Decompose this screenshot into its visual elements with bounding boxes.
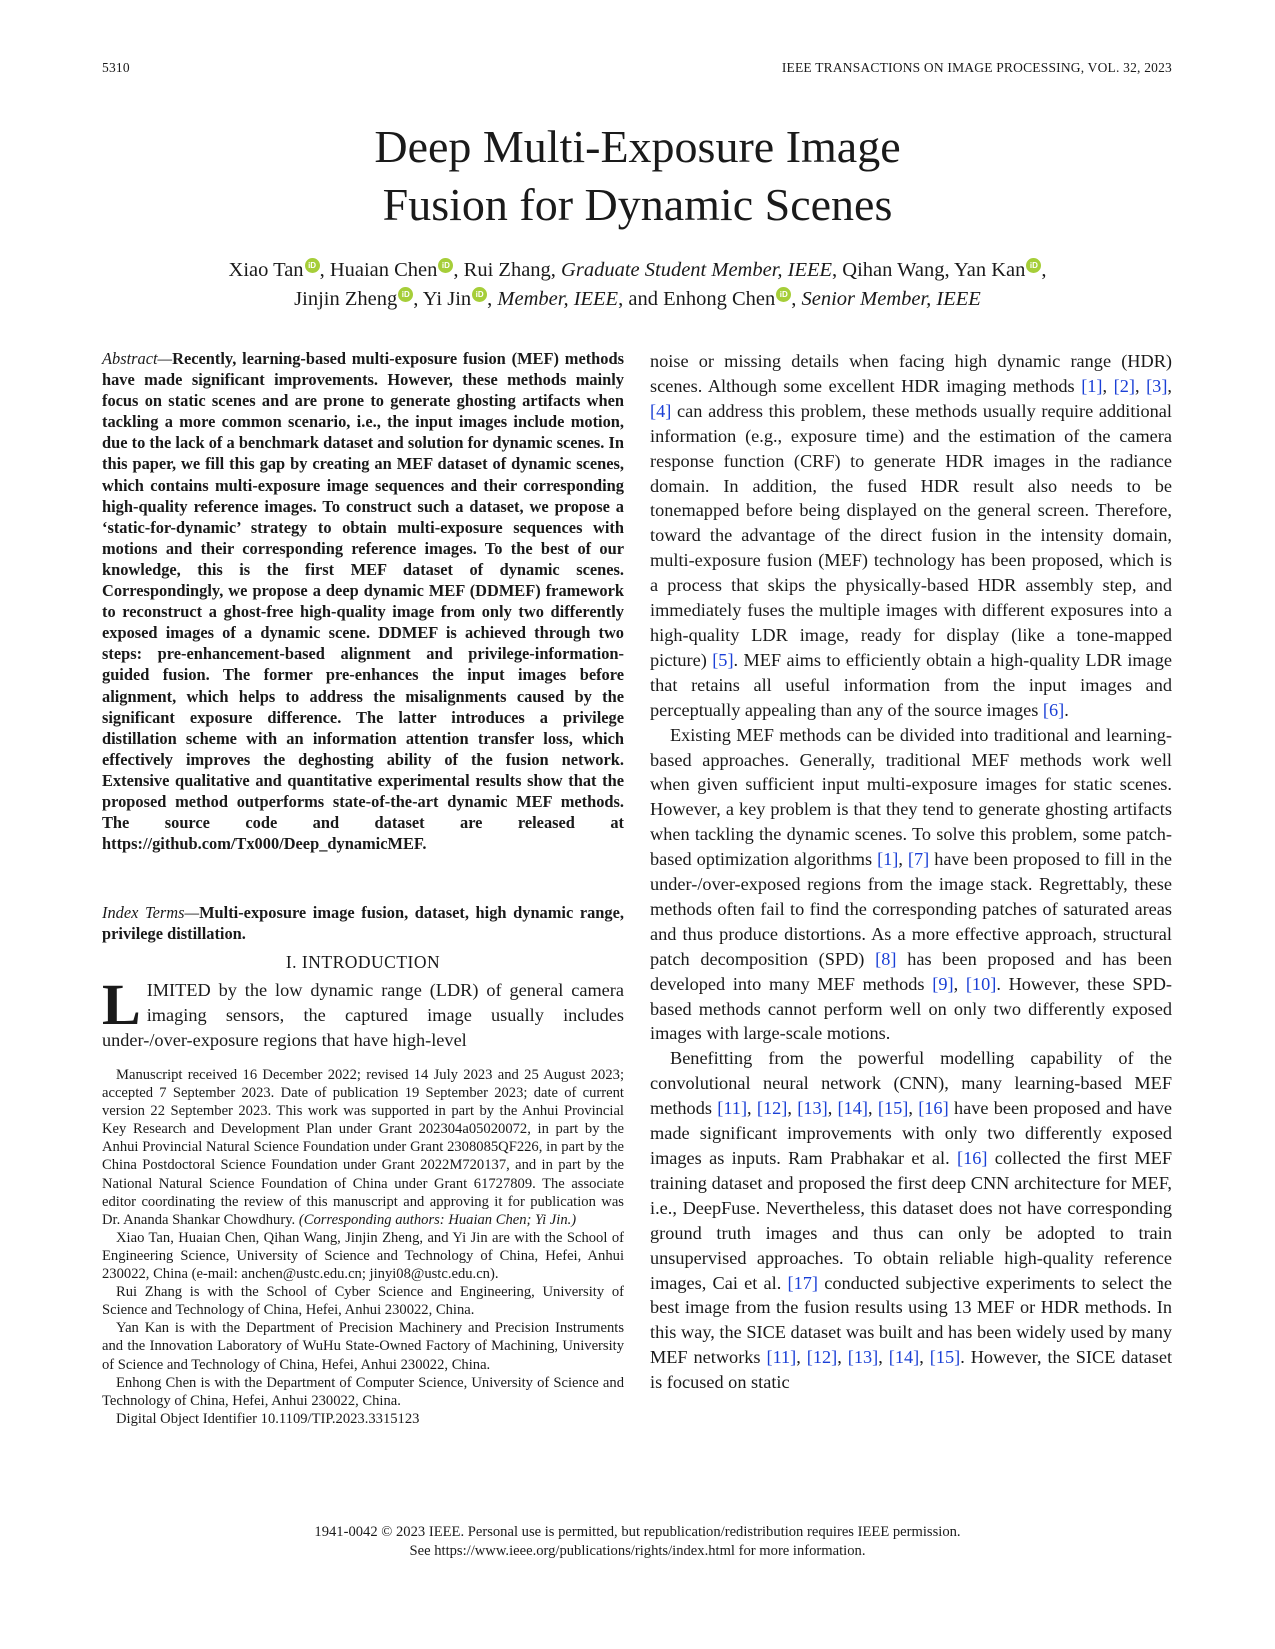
body-paragraph: Benefitting from the powerful modelling capability of the convolutional neural network (CNN), many learning-based MEF methods [11], [12], [13], [14], [15], [16] have been proposed and have made significant improvements with only two differently exposed images as inputs. Ram Prabhakar et al. [16] collected the first MEF training dataset and proposed the first deep CNN architecture for MEF, i.e., DeepFuse. Nevertheless, this dataset does not have corresponding ground truth images and thus can only be adopted to train unsupervised approaches. To obtain reliable high-quality reference images, Cai et al. [17] conducted subjective experiments to select the best image from the fusion results using 13 MEF or HDR methods. In this way, the SICE dataset was built and has been widely used by many MEF networks [11], [12], [13], [14], [15]. However, the SICE dataset is focused on static bbox=[650, 1048, 1173, 1393]
title-line-1: Deep Multi-Exposure Image bbox=[374, 121, 901, 172]
author-name: Xiao Tan bbox=[228, 259, 304, 281]
footnotes bbox=[102, 1066, 624, 1428]
author-name: Yan Kan bbox=[953, 259, 1026, 281]
citation-link[interactable]: [4] bbox=[650, 400, 672, 421]
footnote-affiliation: Yan Kan is with the Department of Precision Machinery and Precision Instruments and the Innovation Laboratory of WuHu State-Owned Factory of Machining, University of Science and Technology of China, Hefei, Anhui 230022, China. bbox=[102, 1320, 624, 1373]
copyright-line: 1941-0042 © 2023 IEEE. Personal use is permitted, but republication/redistribution requires IEEE permission. bbox=[314, 1524, 961, 1540]
right-column-text bbox=[650, 349, 1172, 1395]
author-name: Enhong Chen bbox=[663, 288, 776, 310]
body-paragraph: noise or missing details when facing high dynamic range (HDR) scenes. Although some excellent HDR imaging methods [1], [2], [3], [4] can address this problem, these methods usually require additional information (e.g., exposure time) and the estimation of the camera response function (CRF) to generate HDR images in the radiance domain. In addition, the fused HDR result also needs to be tonemapped before being displayed on the general screen. Therefore, toward the advantage of the direct fusion in the intensity domain, multi-exposure fusion (MEF) technology has been proposed, which is a process that skips the physically-based HDR assembly step, and immediately fuses the multiple images with different exposures into a high-quality LDR image, ready for display (like a tone-mapped picture) [5]. MEF aims to efficiently obtain a high-quality LDR image that retains all useful information from the input images and perceptually appealing than any of the source images [6]. bbox=[650, 351, 1172, 720]
conjunction: and bbox=[628, 288, 658, 310]
citation-link[interactable]: [14] bbox=[837, 1098, 869, 1119]
citation-link[interactable]: [6] bbox=[1042, 699, 1065, 720]
body-text: . However, these SPD-based methods cannot perform well on only two differently exposed images with large-scale motions. bbox=[650, 973, 1173, 1044]
index-terms-label: Index Terms— bbox=[102, 903, 200, 922]
body-paragraph: Existing MEF methods can be divided into traditional and learning-based approaches. Generally, traditional MEF methods work well when given sufficient input multi-exposure images for static scenes. However, a key problem is that they tend to generate ghosting artifacts when tackling the dynamic scenes. To solve this problem, some patch-based optimization algorithms [1], [7] have been proposed to fill in the under-/over-exposed regions from the image stack. Regrettably, these methods often fail to find the corresponding patches of saturated areas and thus produce distortions. As a more effective approach, structural patch decomposition (SPD) [8] has been proposed and has been developed into many MEF methods [9], [10]. However, these SPD-based methods cannot perform well on only two differently exposed images with large-scale motions. bbox=[650, 724, 1173, 1044]
rights-line: See https://www.ieee.org/publications/rights/index.html for more information. bbox=[409, 1543, 866, 1559]
citation-link[interactable]: [11] bbox=[717, 1098, 748, 1119]
author-name: Qihan Wang bbox=[842, 259, 945, 281]
footnote-affiliation: Rui Zhang is with the School of Cyber Science and Engineering, University of Science and Technology of China, Hefei, Anhui 230022, China. bbox=[102, 1284, 624, 1319]
orcid-icon[interactable]: iD bbox=[472, 287, 487, 302]
body-text: Existing MEF methods can be divided into traditional and learning-based approaches. Generally, traditional MEF methods work well when given sufficient input multi-exposure images for static scenes. However, a key problem is that they tend to generate ghosting artifacts when tackling the dynamic scenes. To solve this problem, some patch-based optimization algorithms bbox=[650, 724, 1172, 870]
citation-link[interactable]: [10] bbox=[965, 973, 997, 994]
orcid-icon[interactable]: iD bbox=[1026, 258, 1041, 273]
author-name: Huaian Chen bbox=[329, 259, 438, 281]
citation-link[interactable]: [17] bbox=[787, 1272, 818, 1293]
citation-link[interactable]: [11] bbox=[766, 1347, 797, 1368]
corresponding-authors: (Corresponding authors: Huaian Chen; Yi Jin.) bbox=[298, 1211, 577, 1228]
title-line-2: Fusion for Dynamic Scenes bbox=[382, 179, 893, 230]
citation-link[interactable]: [16] bbox=[956, 1148, 988, 1168]
body-text: . However, the SICE dataset is focused on static bbox=[650, 1347, 1173, 1393]
citation-link[interactable]: [13] bbox=[797, 1098, 828, 1119]
body-text: conducted subjective experiments to select the best image from the fusion results using 13 MEF or HDR methods. In this way, the SICE dataset was built and has been widely used by many MEF networks bbox=[650, 1272, 1172, 1368]
index-terms bbox=[102, 902, 624, 944]
footnote-text: Manuscript received 16 December 2022; revised 14 July 2023 and 25 August 2023; accepted 7 September 2023. Date of publication 19 September 2023; date of current version 22 September 2023. This work was supported in part by the Anhui Provincial Key Research and Development Plan under Grant 202304a05020072, in part by the Anhui Provincial Natural Science Foundation under Grant 2308085QF226, in part by the China Postdoctoral Science Foundation under Grant 2022M720137, and in part by the National Natural Science Foundation of China under Grant 61727809. The associate editor coordinating the review of this manuscript and approving it for publication was Dr. Ananda Shankar Chowdhury. bbox=[102, 1067, 624, 1228]
citation-link[interactable]: [8] bbox=[875, 948, 897, 969]
citation-link[interactable]: [2] bbox=[1113, 375, 1135, 396]
citation-link[interactable]: [3] bbox=[1146, 375, 1168, 396]
paper-title bbox=[0, 118, 1275, 234]
footnote-doi: Digital Object Identifier 10.1109/TIP.2023.3315123 bbox=[116, 1410, 420, 1427]
copyright-footer bbox=[0, 1523, 1275, 1561]
index-terms-text: Multi-exposure image fusion, dataset, high dynamic range, privilege distillation. bbox=[102, 903, 624, 944]
body-text: . MEF aims to efficiently obtain a high-quality LDR image that retains all useful information from the input images and perceptually appealing than any of the source images bbox=[650, 649, 1172, 720]
body-text: can address this problem, these methods usually require additional information (e.g., exposure time) and the estimation of the camera response function (CRF) to generate HDR images in the radiance domain. In addition, the fused HDR result also needs to be tonemapped before being displayed on the general screen. Therefore, toward the advantage of the direct fusion in the intensity domain, multi-exposure fusion (MEF) technology has been proposed, which is a process that skips the physically-based HDR assembly step, and immediately fuses the multiple images with different exposures into a high-quality LDR image, ready for display (like a tone-mapped picture) bbox=[650, 400, 1172, 670]
abstract-text: Recently, learning-based multi-exposure fusion (MEF) methods have made significant improvements. However, these methods mainly focus on static scenes and are prone to generate ghosting artifacts when tackling a more common scenario, i.e., the input images include motion, due to the lack of a benchmark dataset and solution for dynamic scenes. In this paper, we fill this gap by creating an MEF dataset of dynamic scenes, which contains multi-exposure image sequences and their corresponding high-quality reference images. To construct such a dataset, we propose a ‘static-for-dynamic’ strategy to obtain multi-exposure sequences with motions and their corresponding reference images. To the best of our knowledge, this is the first MEF dataset of dynamic scenes. Correspondingly, we propose a deep dynamic MEF (DDMEF) framework to reconstruct a ghost-free high-quality image from only two differently exposed images of a dynamic scene. DDMEF is achieved through two steps: pre-enhancement-based alignment and privilege-information-guided fusion. The former pre-enhances the input images before alignment, which helps to address the misalignments caused by the significant exposure difference. The latter introduces a privilege distillation scheme with an information attention transfer loss, which effectively improves the deghosting ability of the fusion network. Extensive qualitative and quantitative experimental results show that the proposed method outperforms state-of-the-art dynamic MEF methods. The source code and dataset are released at https://github.com/Tx000/Deep_dynamicMEF. bbox=[102, 349, 624, 854]
orcid-icon[interactable]: iD bbox=[398, 287, 413, 302]
author-list bbox=[0, 256, 1275, 314]
orcid-icon[interactable]: iD bbox=[305, 258, 320, 273]
body-text: has been proposed and has been developed into many MEF methods bbox=[650, 948, 1172, 994]
citation-link[interactable]: [13] bbox=[847, 1347, 879, 1368]
orcid-icon[interactable]: iD bbox=[438, 258, 453, 273]
citation-link[interactable]: [1] bbox=[877, 849, 899, 870]
footnote-affiliation: Xiao Tan, Huaian Chen, Qihan Wang, Jinjin Zheng, and Yi Jin are with the School of Engineering Science, University of Science and Technology of China, Hefei, Anhui 230022, China (e-mail: anchen@ustc.edu.cn; jinyi08@ustc.edu.cn). bbox=[102, 1229, 624, 1283]
drop-cap: L bbox=[102, 972, 141, 1037]
citation-link[interactable]: [12] bbox=[756, 1098, 788, 1119]
author-role: Member, IEEE bbox=[497, 288, 619, 310]
footnote-affiliation: Enhong Chen is with the Department of Computer Science, University of Science and Technology of China, Hefei, Anhui 230022, China. bbox=[102, 1374, 624, 1409]
citation-link[interactable]: [1] bbox=[1081, 375, 1103, 396]
abstract-label: Abstract— bbox=[102, 349, 173, 368]
body-text: have been proposed and have made significant improvements with only two differently exposed images as inputs. Ram Prabhakar et al. bbox=[650, 1098, 1173, 1168]
journal-header: IEEE TRANSACTIONS ON IMAGE PROCESSING, VOL. 32, 2023 bbox=[781, 60, 1172, 75]
footnote-manuscript bbox=[102, 1066, 624, 1229]
author-role: Graduate Student Member, IEEE bbox=[561, 259, 833, 281]
abstract bbox=[102, 348, 624, 854]
citation-link[interactable]: [12] bbox=[806, 1347, 838, 1368]
citation-link[interactable]: [15] bbox=[929, 1347, 961, 1368]
body-text: collected the first MEF training dataset and proposed the first deep CNN architecture for MEF, i.e., DeepFuse. Nevertheless, this dataset does not have corresponding ground truth images and thus can only be adopted to train unsupervised approaches. To obtain reliable high-quality reference images, Cai et al. bbox=[650, 1148, 1173, 1293]
page-number: 5310 bbox=[102, 60, 130, 75]
author-line-1: Xiao Tan iD , Huaian Chen iD , Rui Zhang, Graduate Student Member, IEEE, Qihan Wang, Yan Kan iD , bbox=[228, 259, 1047, 281]
intro-paragraph bbox=[102, 972, 624, 1053]
author-name: Jinjin Zheng bbox=[294, 288, 398, 310]
citation-link[interactable]: [16] bbox=[918, 1098, 949, 1119]
intro-text: IMITED by the low dynamic range (LDR) of general camera imaging sensors, the captured image usually includes under-/over-exposure regions that have high-level bbox=[102, 980, 624, 1050]
author-role: Senior Member, IEEE bbox=[801, 288, 981, 310]
section-heading: I. INTRODUCTION bbox=[285, 952, 441, 972]
citation-link[interactable]: [7] bbox=[907, 849, 930, 870]
body-text: Benefitting from the powerful modelling capability of the convolutional neural network (CNN), many learning-based MEF methods bbox=[650, 1048, 1172, 1119]
orcid-icon[interactable]: iD bbox=[776, 287, 791, 302]
citation-link[interactable]: [5] bbox=[712, 649, 734, 670]
body-text: have been proposed to fill in the under-/over-exposed regions from the image stack. Regrettably, these methods often fail to find the corresponding patches of saturated areas and thus produce distortions. As a more effective approach, structural patch decomposition (SPD) bbox=[650, 849, 1173, 969]
author-name: Rui Zhang bbox=[463, 259, 551, 281]
citation-link[interactable]: [14] bbox=[888, 1347, 920, 1368]
author-line-2: Jinjin Zheng iD , Yi Jin iD , Member, IEEE, and Enhong Chen iD , Senior Member, IEEE bbox=[294, 288, 981, 310]
author-name: Yi Jin bbox=[422, 288, 472, 310]
citation-link[interactable]: [9] bbox=[932, 973, 954, 994]
citation-link[interactable]: [15] bbox=[877, 1098, 909, 1119]
body-text: noise or missing details when facing high dynamic range (HDR) scenes. Although some excellent HDR imaging methods bbox=[650, 351, 1172, 396]
